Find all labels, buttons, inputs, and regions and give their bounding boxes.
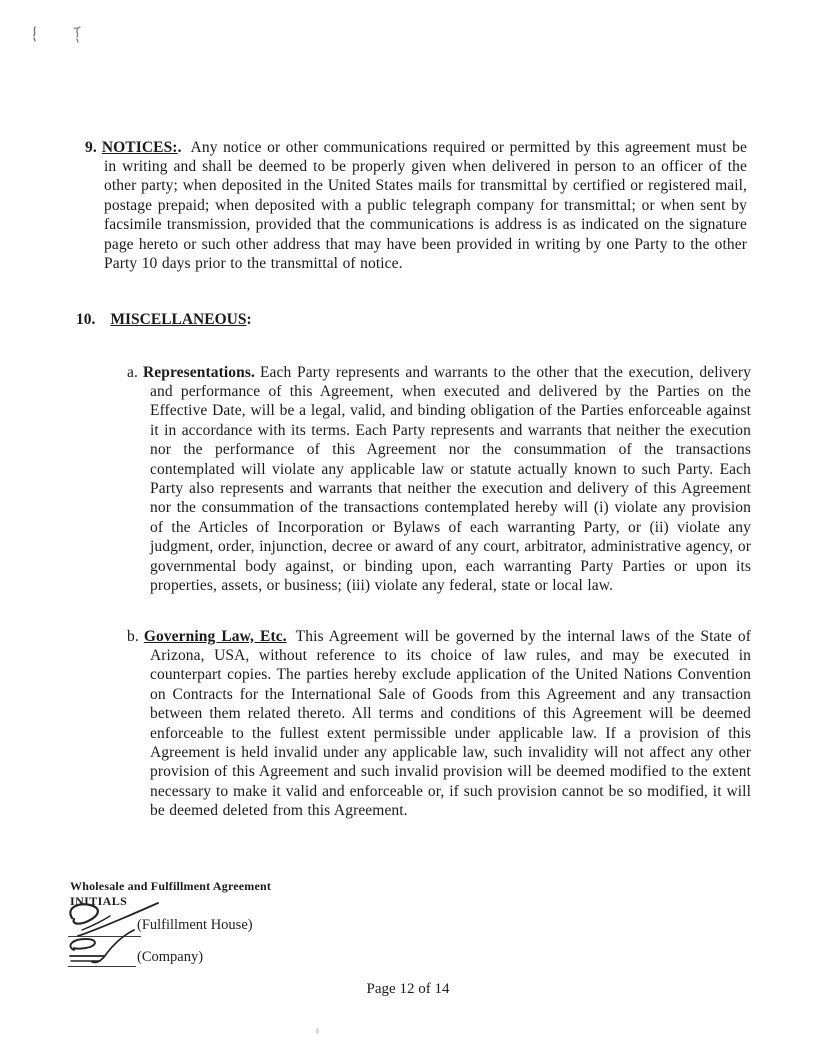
footer-document-title: Wholesale and Fulfillment Agreement — [70, 879, 272, 893]
section-10-heading-suffix: : — [246, 311, 252, 328]
subsection-b-letter: b. — [127, 627, 139, 645]
page-number: Page 12 of 14 — [366, 981, 450, 997]
footer-initials-label: INITIALS — [70, 894, 128, 908]
section-9-heading-suffix: . — [177, 138, 182, 156]
signature-label-fulfillment-house: (Fulfillment House) — [137, 917, 253, 933]
subsection-b-heading: Governing Law, Etc. — [143, 627, 287, 645]
subsection-a-heading: Representations. — [142, 363, 255, 381]
signature-label-company: (Company) — [137, 949, 204, 965]
section-9-heading: NOTICES: — [101, 138, 178, 156]
scan-speck-marks — [26, 24, 90, 48]
signature-line-company — [68, 966, 136, 967]
subsection-b-body-text: This Agreement will be governed by the internal laws of the State of Arizona, USA, without reference to its choice of law rules, and may be executed in counterpart copies. The parties hereby exclude application of the United Nations Convention on Contracts for the International Sale of Goods from this Agreement and any transaction between them related thereto. All terms and conditions of this Agreement will be deemed enforceable to the fullest extent permissible under applicable law. If a provision of this Agreement is held invalid under any applicable law, such invalidity will not affect any other provision of this Agreement and such invalid provision will be deemed modified to the extent necessary to make it valid and enforceable or, if such provision cannot be so modified, it will be deemed deleted from this Agreement. — [150, 627, 751, 820]
subsection-a-body-text: Each Party represents and warrants to the other that the execution, delivery and performance of this Agreement, when executed and delivered by the Parties on the Effective Date, will be a legal, valid, and binding obligation of the Parties enforceable against it in accordance with its terms. Each Party represents and warrants that neither the execution nor the performance of this Agreement nor the consummation of the transactions contemplated will violate any applicable law or statute actually known to such Party. Each Party also represents and warrants that neither the execution and delivery of this Agreement nor the consummation of the transactions contemplated hereby will (i) violate any provision of the Articles of Incorporation or Bylaws of each warranting Party, or (ii) violate any judgment, order, injunction, decree or award of any court, arbitrator, administrative agency, or governmental body against, or binding upon, each warranting Party Parties or upon its properties, assets, or business; (iii) violate any federal, state or local law. — [150, 363, 751, 594]
subsection-a-representations-paragraph — [127, 363, 751, 596]
section-10-heading: MISCELLANEOUS — [110, 311, 247, 328]
subsection-a-letter: a. — [127, 363, 138, 381]
subsection-b-governing-law-paragraph — [127, 627, 751, 821]
section-9-number: 9. — [85, 138, 97, 156]
section-9-notices-paragraph — [85, 138, 747, 274]
section-10-heading-row — [76, 311, 252, 329]
section-10-number: 10. — [76, 311, 96, 328]
scan-speck-bottom — [316, 1028, 319, 1034]
section-9-body-text: Any notice or other communications required or permitted by this agreement must be in writing and shall be deemed to be properly given when delivered in person to an officer of the other party; when deposited in the United States mails for transmittal by certified or registered mail, postage prepaid; when deposited with a public telegraph company for transmittal; or when sent by facsimile transmission, provided that the communications is address is as indicated on the signature page hereto or such other address that may have been provided in writing by one Party to the other Party 10 days prior to the transmittal of notice. — [104, 138, 747, 272]
